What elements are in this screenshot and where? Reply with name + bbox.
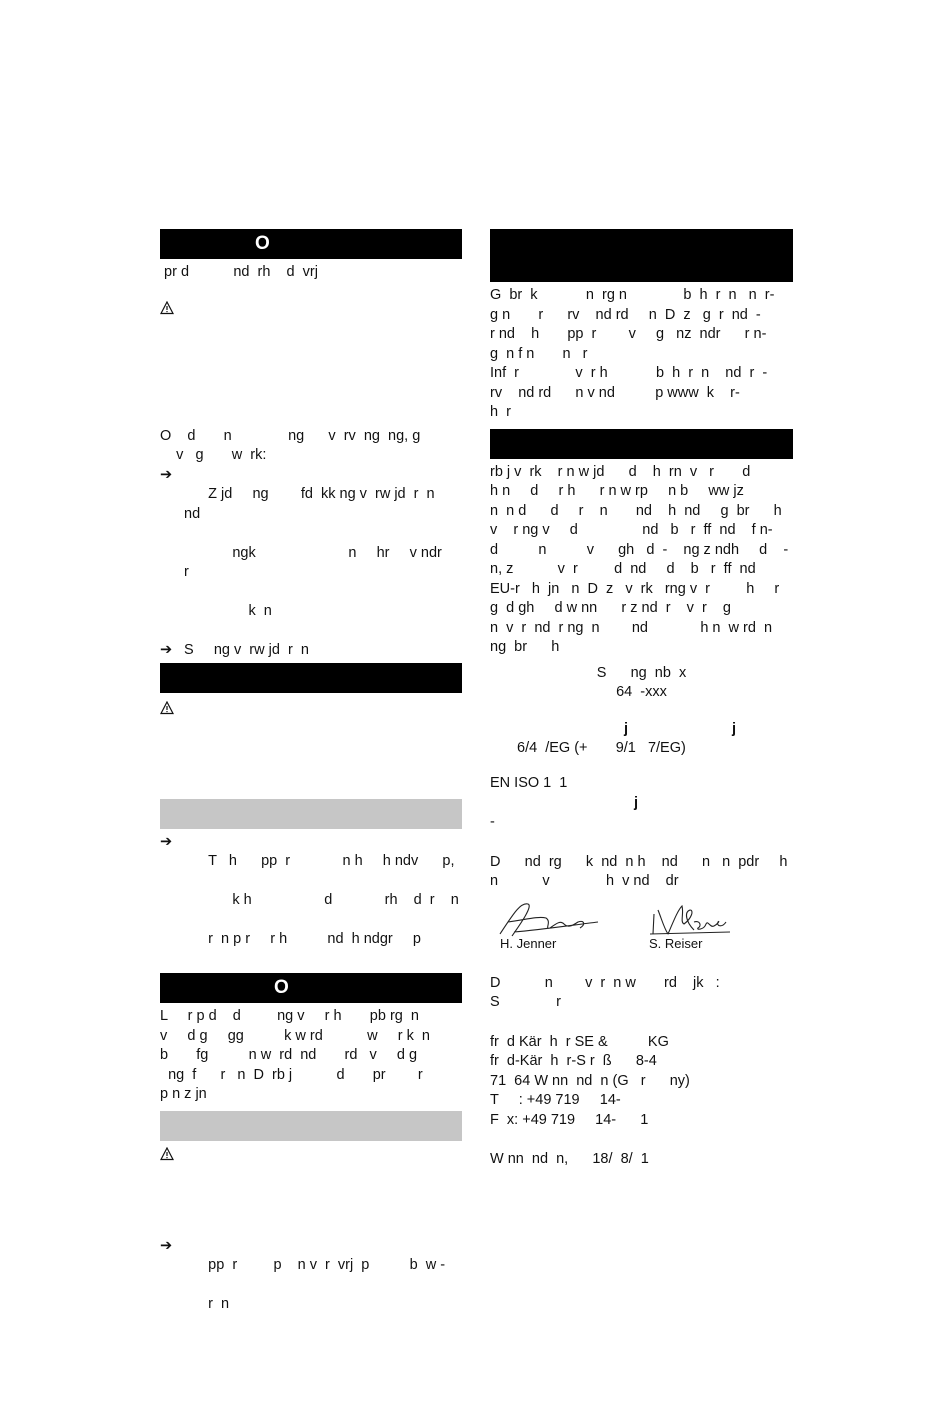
text-line: S ng v rw jd r n bbox=[184, 642, 309, 658]
section-heading-bar bbox=[160, 663, 462, 693]
text-line: r n p r r h nd h ndgr p bbox=[208, 931, 421, 947]
text-line: rv nd rd n v nd p www k r- bbox=[490, 384, 740, 401]
declaration-text bbox=[490, 463, 793, 658]
subsection-heading-bar bbox=[160, 1111, 462, 1141]
section-heading-bar bbox=[490, 429, 793, 459]
product-name: S ng nb x bbox=[596, 664, 687, 681]
signatory-text bbox=[490, 853, 793, 892]
warranty-text bbox=[490, 286, 793, 423]
directive-text: 6/4 /EG (+ 9/1 7/EG) bbox=[517, 739, 686, 756]
bold-heading: j bbox=[732, 720, 737, 737]
bullet-item bbox=[160, 1237, 462, 1335]
bullet-item bbox=[160, 466, 475, 642]
text-line: d n v gh d - ng z ndh d - bbox=[490, 541, 789, 558]
text-line: r n bbox=[208, 1296, 230, 1312]
text-line: Inf r v r h b h r n nd r - bbox=[490, 365, 768, 381]
arrow-right-icon: ➔ bbox=[160, 642, 173, 658]
text-line: b fg n w rd nd rd v d g bbox=[160, 1047, 418, 1063]
signatures-row bbox=[490, 896, 793, 958]
text-line: EU-r h jn n D z v rk rng v r h r bbox=[490, 580, 780, 597]
text-line: p n z jn bbox=[160, 1086, 207, 1102]
text-line: k n bbox=[208, 603, 272, 619]
section-heading: O bbox=[274, 977, 289, 998]
warning-triangle-icon bbox=[160, 301, 174, 315]
text-line: n, z v r d nd d b r ff nd bbox=[490, 561, 756, 577]
text-line: O d n ng v rv ng ng, g bbox=[160, 427, 421, 444]
signature-image bbox=[494, 896, 600, 940]
bullet-item bbox=[160, 641, 462, 661]
product-block bbox=[490, 664, 793, 703]
storage-text bbox=[160, 1007, 462, 1105]
authorized-text bbox=[490, 974, 793, 1013]
text-line: T h pp r n h h ndv p, bbox=[208, 853, 455, 869]
intro-text: pr d nd rh d vrj bbox=[160, 264, 318, 280]
company-address bbox=[490, 1033, 793, 1131]
address-line: fr d Kär h r SE & KG bbox=[490, 1033, 669, 1050]
text-line: L r p d d ng v r h pb rg n bbox=[160, 1008, 419, 1024]
text-line: n v h v nd dr bbox=[490, 873, 679, 889]
text-line: D nd rg k nd n h nd n n pdr h bbox=[490, 853, 788, 870]
text-line: S r bbox=[490, 994, 561, 1010]
arrow-right-icon: ➔ bbox=[160, 1237, 173, 1254]
directive-heading-row bbox=[490, 719, 793, 739]
arrow-right-icon: ➔ bbox=[160, 466, 173, 483]
text-line: ng br h bbox=[490, 639, 560, 655]
signature-image bbox=[648, 900, 732, 938]
section-heading-bar bbox=[160, 973, 462, 1003]
operation-text bbox=[160, 427, 462, 466]
text-line: n n d d r n nd h nd g br h bbox=[490, 502, 782, 519]
place-date: W nn nd n, 18/ 8/ 1 bbox=[490, 1151, 649, 1167]
text-line: v d g gg k w rd w r k n bbox=[160, 1027, 430, 1044]
text-line: k h d rh d r n bbox=[208, 892, 459, 908]
text-line: v r ng v d nd b r ff nd f n- bbox=[490, 522, 773, 538]
signature-name: H. Jenner bbox=[500, 935, 557, 951]
text-line: G br k n rg n b h r n n r- bbox=[490, 287, 775, 303]
section-heading-bar bbox=[160, 229, 462, 259]
text-line: r nd h pp r v g nz ndr r n- bbox=[490, 326, 767, 342]
arrow-right-icon: ➔ bbox=[160, 833, 173, 850]
dash-text: - bbox=[490, 814, 495, 830]
address-line: F x: +49 719 14- 1 bbox=[490, 1111, 649, 1128]
address-line: 71 64 W nn nd n (G r ny) bbox=[490, 1072, 690, 1089]
bold-heading: j bbox=[634, 794, 639, 811]
address-line: T : +49 719 14- bbox=[490, 1092, 621, 1108]
text-line: v g w rk: bbox=[160, 447, 267, 463]
bold-heading: j bbox=[624, 720, 629, 737]
text-line: D n v r n w rd jk : bbox=[490, 974, 720, 991]
text-line: pp r p n v r vrj p b w - bbox=[208, 1257, 446, 1273]
standard-text: EN ISO 1 1 bbox=[490, 775, 568, 791]
text-line: g n r rv nd rd n D z g r nd - bbox=[490, 306, 761, 323]
text-line: rb j v rk r n w jd d h rn v r d bbox=[490, 463, 751, 480]
warning-triangle-icon bbox=[160, 1147, 174, 1161]
section-heading-bar bbox=[490, 229, 793, 282]
signature-name: S. Reiser bbox=[649, 935, 703, 951]
text-line: g n f n n r bbox=[490, 345, 588, 362]
left-column bbox=[160, 229, 475, 1334]
bullet-item bbox=[160, 833, 462, 970]
text-line: ngk n hr v ndr r bbox=[184, 544, 475, 580]
text-line: n v r nd r ng n nd h n w rd n bbox=[490, 619, 773, 636]
text-line: h n d r h r n w rp n b ww jz bbox=[490, 483, 744, 499]
product-type: 64 -xxx bbox=[616, 684, 667, 700]
subsection-heading-bar bbox=[160, 799, 462, 829]
address-line: fr d-Kär h r-S r ß 8-4 bbox=[490, 1053, 657, 1069]
right-column bbox=[490, 229, 793, 1170]
text-line: Z jd ng fd kk ng v rw jd r n nd bbox=[184, 486, 455, 522]
warning-triangle-icon bbox=[160, 701, 174, 715]
text-line: g d gh d w nn r z nd r v r g bbox=[490, 600, 731, 616]
text-line: ng f r n D rb j d pr r bbox=[160, 1066, 423, 1083]
section-heading: O bbox=[255, 233, 270, 254]
text-line: h r bbox=[490, 404, 511, 420]
